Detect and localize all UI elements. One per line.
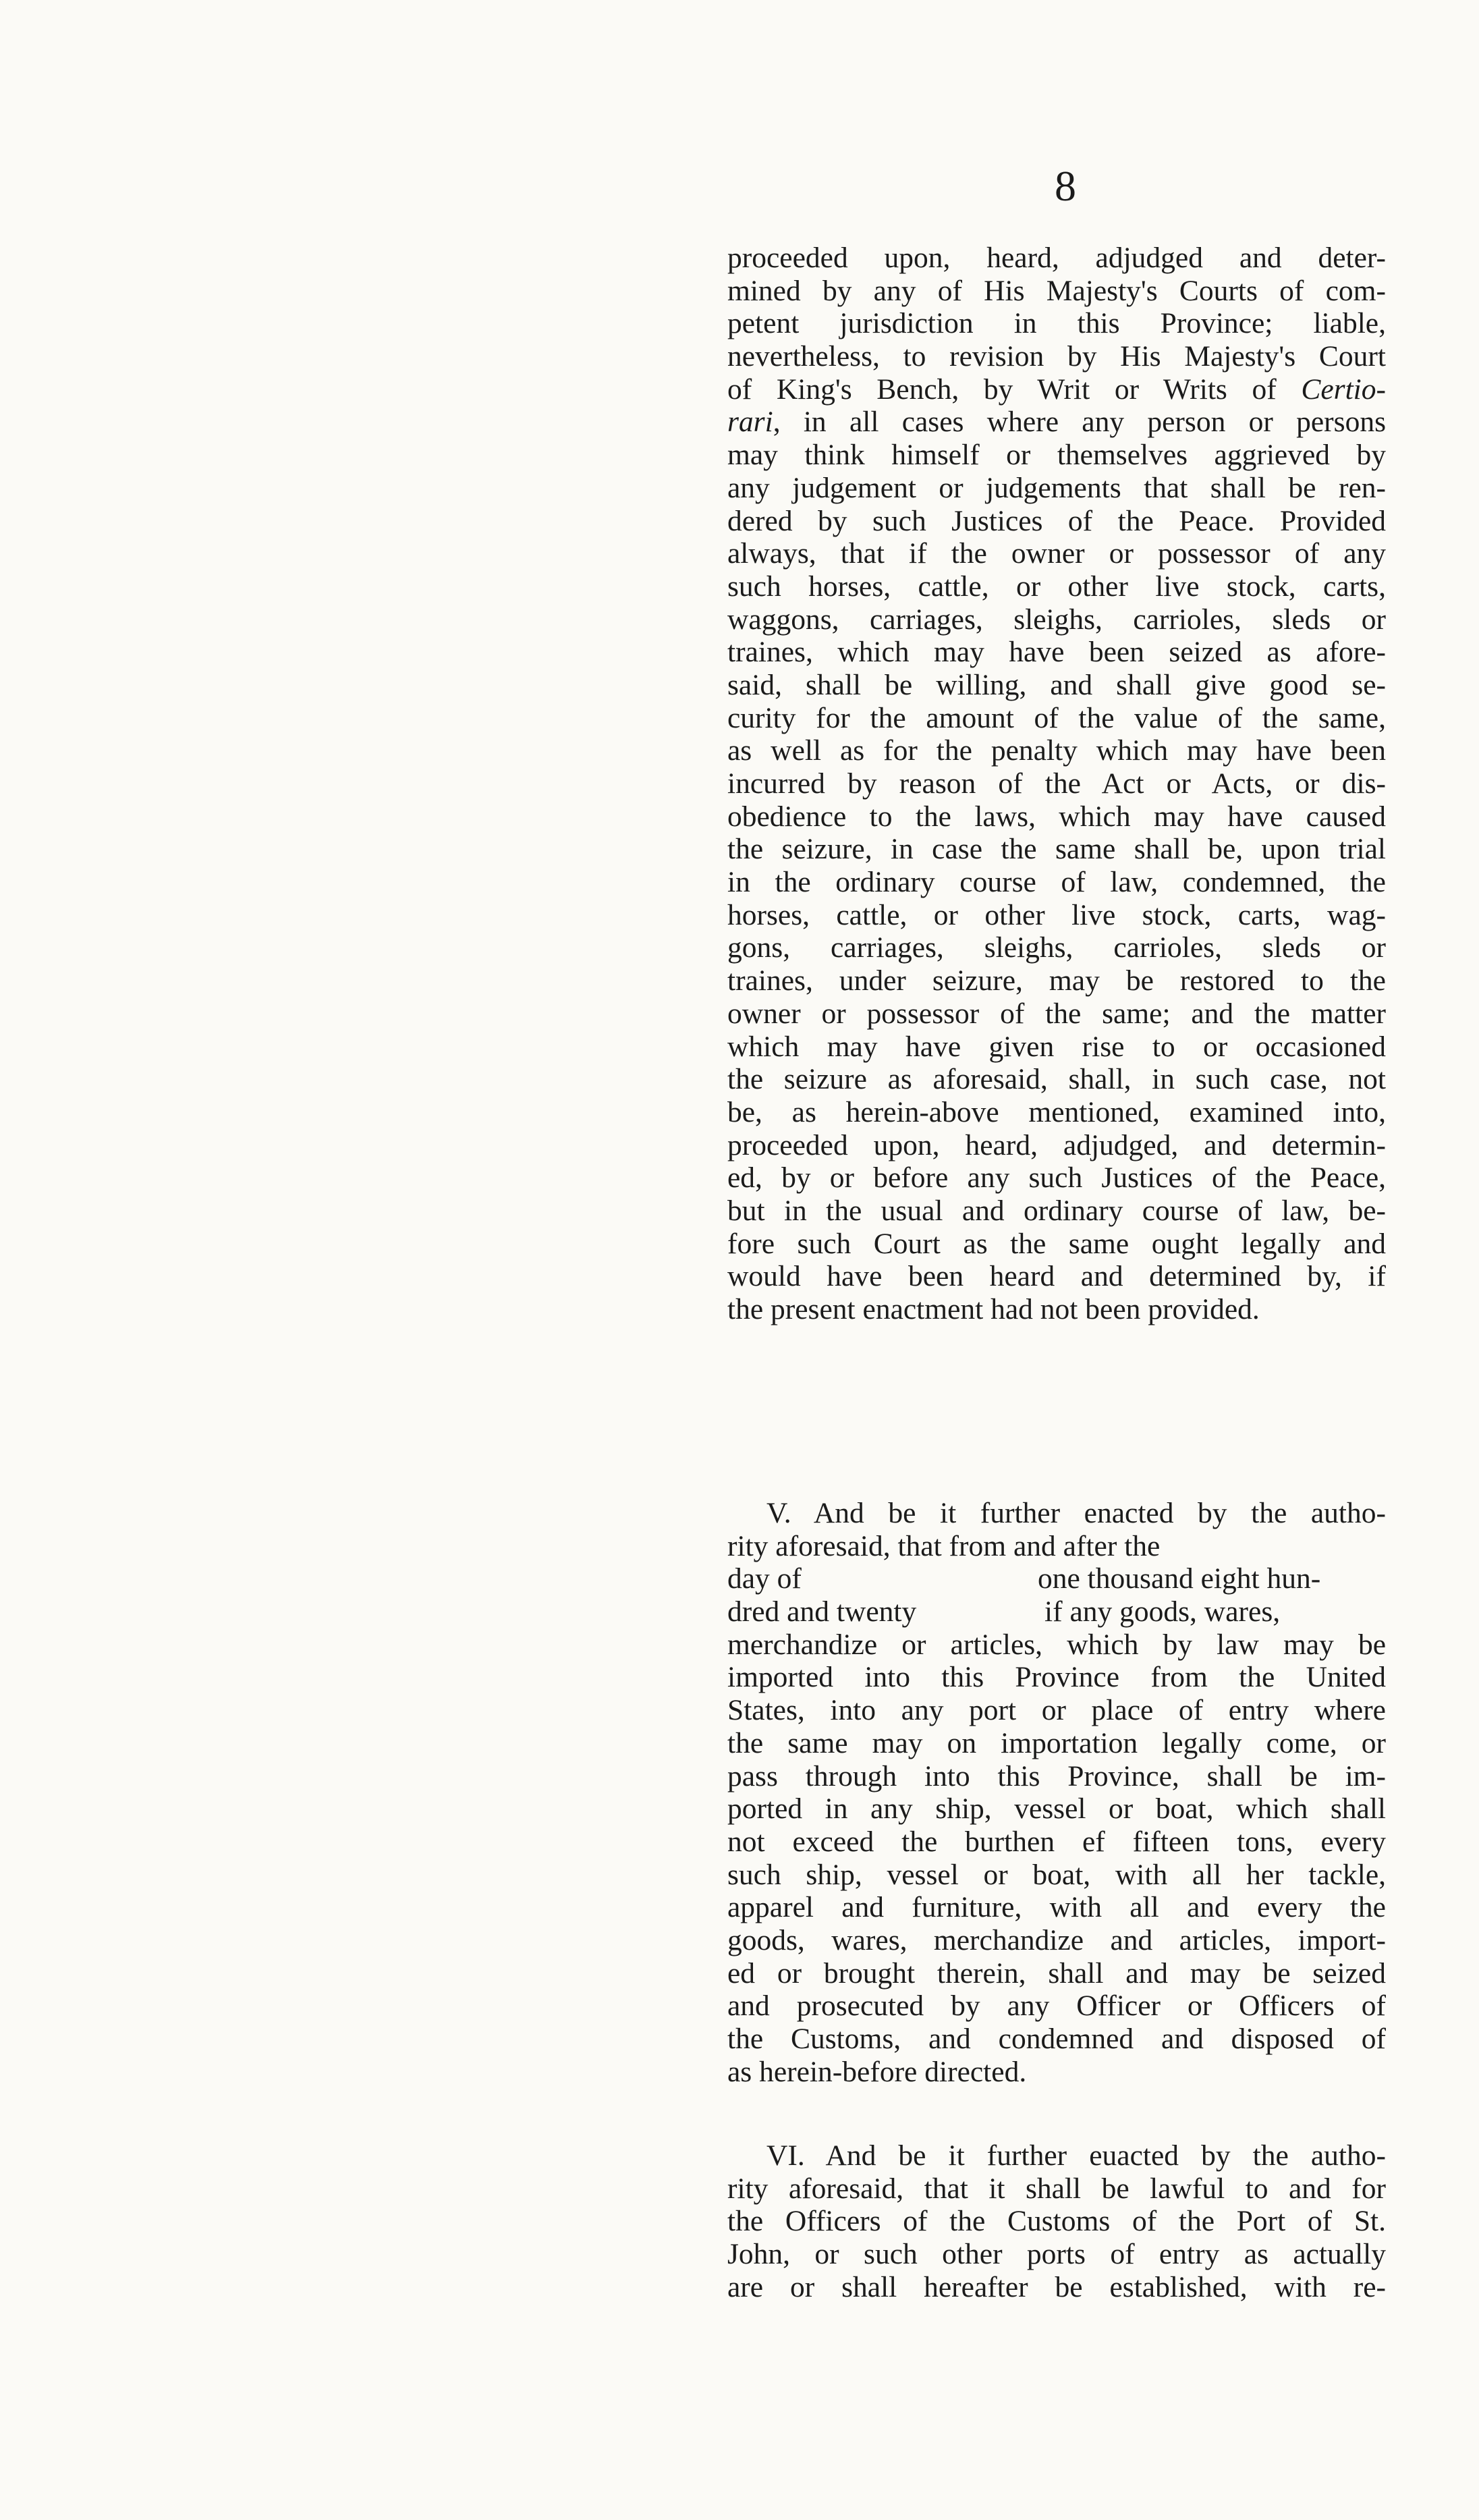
- text-line: are or shall hereafter be established, with re-: [727, 2270, 1386, 2303]
- text-line: V. And be it further enacted by the autho-: [766, 1497, 1386, 1529]
- paragraph-section-v: [727, 1497, 1386, 2088]
- text-line: the Customs, and condemned and disposed of: [727, 2023, 1386, 2055]
- text-line: said, shall be willing, and shall give good se-: [727, 668, 1386, 701]
- text-line: gons, carriages, sleighs, carrioles, sleds or: [727, 931, 1386, 964]
- text-line: in the ordinary course of law, condemned, the: [727, 866, 1386, 899]
- text-segment: one thousand eight hun-: [1038, 1562, 1321, 1595]
- text-line: States, into any port or place of entry where: [727, 1694, 1386, 1727]
- text-line: such ship, vessel or boat, with all her tackle,: [727, 1858, 1386, 1891]
- text-line-with-blank: [727, 1562, 1386, 1595]
- text-line: John, or such other ports of entry as actually: [727, 2238, 1386, 2271]
- text-line: such horses, cattle, or other live stock, carts,: [727, 570, 1386, 603]
- text-line: waggons, carriages, sleighs, carrioles, sleds or: [727, 603, 1386, 636]
- text-line: would have been heard and determined by, if: [727, 1260, 1386, 1293]
- text-line: and prosecuted by any Officer or Officers of: [727, 1990, 1386, 2023]
- text-line: may think himself or themselves aggrieved by: [727, 439, 1386, 472]
- text-line: of King's Bench, by Writ or Writs of Certio-: [727, 373, 1386, 406]
- text-line: as herein-before directed.: [727, 2055, 1027, 2088]
- text-line: traines, under seizure, may be restored to the: [727, 964, 1386, 997]
- text-line: rity aforesaid, that it shall be lawful to and for: [727, 2172, 1386, 2205]
- text-line: the seizure as aforesaid, shall, in such case, not: [727, 1063, 1386, 1096]
- text-line: proceeded upon, heard, adjudged and deter-: [727, 242, 1386, 274]
- text-line: incurred by reason of the Act or Acts, or dis-: [727, 767, 1386, 800]
- text-line: the Officers of the Customs of the Port of St.: [727, 2205, 1386, 2238]
- text-line: horses, cattle, or other live stock, carts, wag-: [727, 898, 1386, 931]
- text-line: mined by any of His Majesty's Courts of com-: [727, 274, 1386, 307]
- text-line: but in the usual and ordinary course of law, be-: [727, 1194, 1386, 1227]
- text-line: the same may on importation legally come, or: [727, 1726, 1386, 1759]
- text-line-with-blank: [727, 1595, 1386, 1628]
- text-line: VI. And be it further euacted by the autho-: [766, 2139, 1386, 2172]
- page-number: 8: [1055, 162, 1076, 210]
- text-line: be, as herein-above mentioned, examined into,: [727, 1095, 1386, 1128]
- text-line: merchandize or articles, which by law may be: [727, 1628, 1386, 1661]
- text-line: the seizure, in case the same shall be, upon trial: [727, 833, 1386, 866]
- text-line: any judgement or judgements that shall be ren-: [727, 471, 1386, 504]
- text-segment: if any goods, wares,: [1044, 1595, 1281, 1628]
- text-line: which may have given rise to or occasioned: [727, 1030, 1386, 1063]
- text-line: pass through into this Province, shall be im-: [727, 1759, 1386, 1792]
- text-line: ed, by or before any such Justices of the Peace,: [727, 1161, 1386, 1195]
- text-line: traines, which may have been seized as afore-: [727, 636, 1386, 669]
- text-line: goods, wares, merchandize and articles, import-: [727, 1923, 1386, 1956]
- text-line: apparel and furniture, with all and every the: [727, 1891, 1386, 1924]
- text-line: as well as for the penalty which may have been: [727, 734, 1386, 767]
- italic-term: Certio-: [1301, 373, 1386, 406]
- paragraph-continuation: [727, 242, 1386, 1326]
- text-line: nevertheless, to revision by His Majesty's Court: [727, 340, 1386, 373]
- text-line: dered by such Justices of the Peace. Provided: [727, 504, 1386, 537]
- text-line: fore such Court as the same ought legally and: [727, 1227, 1386, 1260]
- text-line: the present enactment had not been provided.: [727, 1293, 1260, 1325]
- text-line: imported into this Province from the United: [727, 1661, 1386, 1694]
- paragraph-section-vi: [727, 2139, 1386, 2303]
- text-line: rity aforesaid, that from and after the: [727, 1529, 1161, 1562]
- text-line: always, that if the owner or possessor of any: [727, 537, 1386, 570]
- text-line: ed or brought therein, shall and may be seized: [727, 1956, 1386, 1990]
- text-line: curity for the amount of the value of the same,: [727, 701, 1386, 734]
- text-segment: day of: [727, 1562, 802, 1595]
- text-segment: dred and twenty: [727, 1595, 917, 1628]
- text-line: owner or possessor of the same; and the matter: [727, 997, 1386, 1030]
- text-line: proceeded upon, heard, adjudged, and determin-: [727, 1128, 1386, 1161]
- text-line: not exceed the burthen ef fifteen tons, every: [727, 1825, 1386, 1858]
- text-line: petent jurisdiction in this Province; liable,: [727, 307, 1386, 340]
- italic-term: rari: [727, 406, 773, 439]
- text-line: obedience to the laws, which may have caused: [727, 800, 1386, 833]
- text-line: rari, in all cases where any person or persons: [727, 406, 1386, 439]
- text-line: ported in any ship, vessel or boat, which shall: [727, 1792, 1386, 1826]
